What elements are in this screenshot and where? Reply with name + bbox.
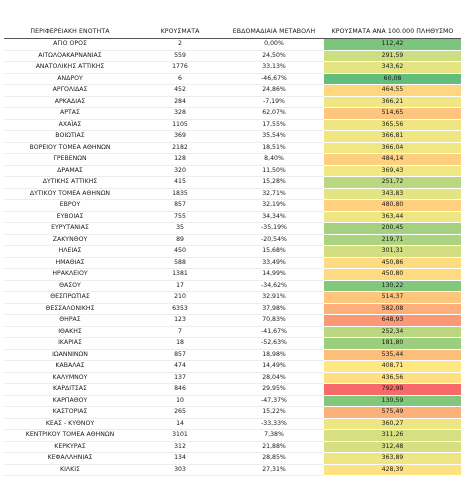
cases-per-100k-cell: 363,89 [324,453,461,465]
cases-per-100k-cell: 365,56 [324,119,461,131]
cases-cell: 1105 [136,119,224,131]
cases-per-100k-cell: 514,37 [324,292,461,304]
region-cell: ΑΓΙΟ ΟΡΟΣ [4,39,136,51]
table-row [4,441,461,453]
region-cell: ΒΟΡΕΙΟΥ ΤΟΜΕΑ ΑΘΗΝΩΝ [4,142,136,154]
cases-cell: 2 [136,39,224,51]
weekly-change-cell: -41,67% [224,326,324,338]
region-cell: ΑΡΚΑΔΙΑΣ [4,96,136,108]
cases-cell: 284 [136,96,224,108]
weekly-change-cell: -35,19% [224,223,324,235]
table-header-row [4,26,461,39]
cases-cell: 857 [136,349,224,361]
table-row [4,464,461,476]
weekly-change-cell: 15,28% [224,177,324,189]
table-row [4,303,461,315]
cases-per-100k-cell: 130,59 [324,395,461,407]
cases-per-100k-cell: 311,26 [324,430,461,442]
region-cell: ΔΡΑΜΑΣ [4,165,136,177]
region-cell: ΔΥΤΙΚΗΣ ΑΤΤΙΚΗΣ [4,177,136,189]
cases-per-100k-cell: 464,55 [324,85,461,97]
cases-per-100k-cell: 575,49 [324,407,461,419]
table-row [4,280,461,292]
table-row [4,188,461,200]
table-body [4,39,461,476]
weekly-change-cell: 17,55% [224,119,324,131]
table-row [4,234,461,246]
cases-per-100k-cell: 514,65 [324,108,461,120]
weekly-change-cell: 32,19% [224,200,324,212]
weekly-change-cell: 62,07% [224,108,324,120]
region-cell: ΘΕΣΣΑΛΟΝΙΚΗΣ [4,303,136,315]
table-row [4,292,461,304]
cases-per-100k-cell: 343,83 [324,188,461,200]
weekly-change-cell: -7,19% [224,96,324,108]
region-cell: ΙΚΑΡΙΑΣ [4,338,136,350]
cases-per-100k-cell: 792,99 [324,384,461,396]
cases-cell: 474 [136,361,224,373]
weekly-change-cell: 21,88% [224,441,324,453]
weekly-change-cell: 14,99% [224,269,324,281]
region-cell: ΚΕΑΣ - ΚΥΘΝΟΥ [4,418,136,430]
table-row [4,142,461,154]
region-cell: ΗΜΑΘΙΑΣ [4,257,136,269]
cases-cell: 755 [136,211,224,223]
cases-cell: 559 [136,50,224,62]
weekly-change-cell: 33,49% [224,257,324,269]
weekly-change-cell: -52,63% [224,338,324,350]
table-row [4,211,461,223]
cases-cell: 265 [136,407,224,419]
cases-per-100k-cell: 484,14 [324,154,461,166]
weekly-change-cell: 35,54% [224,131,324,143]
weekly-change-cell: 27,31% [224,464,324,476]
cases-per-100k-cell: 408,71 [324,361,461,373]
cases-per-100k-cell: 130,22 [324,280,461,292]
weekly-change-cell: 18,51% [224,142,324,154]
header-cases: ΚΡΟΥΣΜΑΤΑ [136,26,224,39]
table-row [4,246,461,258]
cases-cell: 846 [136,384,224,396]
weekly-change-cell: -20,54% [224,234,324,246]
cases-cell: 35 [136,223,224,235]
cases-cell: 320 [136,165,224,177]
table-row [4,315,461,327]
weekly-change-cell: 33,13% [224,62,324,74]
table-row [4,326,461,338]
table-row [4,85,461,97]
region-cell: ΚΑΡΔΙΤΣΑΣ [4,384,136,396]
region-cell: ΘΕΣΠΡΩΤΙΑΣ [4,292,136,304]
region-cell: ΚΙΛΚΙΣ [4,464,136,476]
cases-cell: 2182 [136,142,224,154]
cases-per-100k-cell: 312,48 [324,441,461,453]
cases-cell: 1776 [136,62,224,74]
region-cell: ΚΕΦΑΛΛΗΝΙΑΣ [4,453,136,465]
region-cell: ΑΝΔΡΟΥ [4,73,136,85]
weekly-change-cell: 37,98% [224,303,324,315]
weekly-change-cell: 32,91% [224,292,324,304]
cases-per-100k-cell: 363,44 [324,211,461,223]
region-cell: ΗΛΕΙΑΣ [4,246,136,258]
weekly-change-cell: 28,85% [224,453,324,465]
table-row [4,269,461,281]
region-cell: ΚΑΛΥΜΝΟΥ [4,372,136,384]
table-row [4,361,461,373]
region-cell: ΚΑΒΑΛΑΣ [4,361,136,373]
table-row [4,50,461,62]
cases-per-100k-cell: 480,80 [324,200,461,212]
cases-cell: 89 [136,234,224,246]
cases-per-100k-cell: 428,39 [324,464,461,476]
region-cell: ΚΑΣΤΟΡΙΑΣ [4,407,136,419]
cases-per-100k-cell: 436,56 [324,372,461,384]
cases-cell: 328 [136,108,224,120]
weekly-change-cell: -46,67% [224,73,324,85]
cases-per-100k-cell: 450,86 [324,257,461,269]
cases-cell: 10 [136,395,224,407]
table-row [4,407,461,419]
region-cell: ΕΒΡΟΥ [4,200,136,212]
cases-per-100k-cell: 450,80 [324,269,461,281]
table-row [4,418,461,430]
cases-cell: 1381 [136,269,224,281]
region-cell: ΑΧΑΪΑΣ [4,119,136,131]
cases-cell: 14 [136,418,224,430]
table-row [4,430,461,442]
weekly-change-cell: 24,50% [224,50,324,62]
weekly-change-cell: 0,00% [224,39,324,51]
weekly-change-cell: 15,68% [224,246,324,258]
cases-per-100k-cell: 369,43 [324,165,461,177]
cases-per-100k-cell: 366,04 [324,142,461,154]
table-row [4,257,461,269]
weekly-change-cell: 29,95% [224,384,324,396]
table-row [4,108,461,120]
cases-cell: 137 [136,372,224,384]
table-row [4,338,461,350]
cases-cell: 6 [136,73,224,85]
cases-per-100k-cell: 360,27 [324,418,461,430]
table-row [4,62,461,74]
cases-cell: 18 [136,338,224,350]
cases-cell: 415 [136,177,224,189]
table-row [4,154,461,166]
region-cell: ΘΗΡΑΣ [4,315,136,327]
table-row [4,384,461,396]
cases-cell: 7 [136,326,224,338]
weekly-change-cell: 7,38% [224,430,324,442]
region-cell: ΓΡΕΒΕΝΩΝ [4,154,136,166]
cases-per-100k-cell: 535,44 [324,349,461,361]
cases-cell: 123 [136,315,224,327]
cases-per-100k-cell: 301,31 [324,246,461,258]
cases-cell: 857 [136,200,224,212]
header-weekly-change: ΕΒΔΟΜΑΔΙΑΙΑ ΜΕΤΑΒΟΛΗ [224,26,324,39]
region-cell: ΕΥΡΥΤΑΝΙΑΣ [4,223,136,235]
region-cell: ΒΟΙΩΤΙΑΣ [4,131,136,143]
cases-cell: 128 [136,154,224,166]
region-cell: ΗΡΑΚΛΕΙΟΥ [4,269,136,281]
weekly-change-cell: 34,34% [224,211,324,223]
table-row [4,453,461,465]
table-row [4,96,461,108]
region-cell: ΘΑΣΟΥ [4,280,136,292]
weekly-change-cell: -47,37% [224,395,324,407]
cases-cell: 6353 [136,303,224,315]
table-row [4,165,461,177]
table-row [4,73,461,85]
cases-per-100k-cell: 252,34 [324,326,461,338]
cases-per-100k-cell: 366,81 [324,131,461,143]
weekly-change-cell: -33,33% [224,418,324,430]
region-cell: ΚΑΡΠΑΘΟΥ [4,395,136,407]
table-row [4,200,461,212]
header-cases-per-100k: ΚΡΟΥΣΜΑΤΑ ΑΝΑ 100.000 ΠΛΗΘΥΣΜΟ [324,26,461,39]
cases-per-100k-cell: 648,93 [324,315,461,327]
table-row [4,131,461,143]
region-cell: ΚΕΡΚΥΡΑΣ [4,441,136,453]
weekly-change-cell: 11,50% [224,165,324,177]
table-row [4,39,461,51]
weekly-change-cell: 70,83% [224,315,324,327]
cases-per-100k-cell: 251,72 [324,177,461,189]
region-cell: ΚΕΝΤΡΙΚΟΥ ΤΟΜΕΑ ΑΘΗΝΩΝ [4,430,136,442]
cases-per-100k-cell: 582,08 [324,303,461,315]
region-cell: ΕΥΒΟΙΑΣ [4,211,136,223]
cases-cell: 17 [136,280,224,292]
weekly-change-cell: -34,62% [224,280,324,292]
weekly-change-cell: 8,40% [224,154,324,166]
cases-per-100k-cell: 181,80 [324,338,461,350]
cases-per-100k-cell: 112,42 [324,39,461,51]
cases-cell: 369 [136,131,224,143]
table-row [4,372,461,384]
table-row [4,223,461,235]
region-cell: ΑΙΤΩΛΟΑΚΑΡΝΑΝΙΑΣ [4,50,136,62]
cases-cell: 134 [136,453,224,465]
table-row [4,119,461,131]
region-cell: ΙΩΑΝΝΙΝΩΝ [4,349,136,361]
table-row [4,349,461,361]
cases-per-100k-cell: 366,21 [324,96,461,108]
region-cell: ΖΑΚΥΝΘΟΥ [4,234,136,246]
region-cell: ΑΝΑΤΟΛΙΚΗΣ ΑΤΤΙΚΗΣ [4,62,136,74]
cases-cell: 3101 [136,430,224,442]
cases-cell: 588 [136,257,224,269]
cases-per-100k-cell: 60,08 [324,73,461,85]
cases-cell: 312 [136,441,224,453]
table-row [4,177,461,189]
cases-cell: 1835 [136,188,224,200]
weekly-change-cell: 14,49% [224,361,324,373]
cases-cell: 450 [136,246,224,258]
cases-cell: 452 [136,85,224,97]
table-row [4,395,461,407]
weekly-change-cell: 15,22% [224,407,324,419]
cases-per-100k-cell: 200,45 [324,223,461,235]
weekly-change-cell: 32,71% [224,188,324,200]
region-cell: ΔΥΤΙΚΟΥ ΤΟΜΕΑ ΑΘΗΝΩΝ [4,188,136,200]
cases-cell: 210 [136,292,224,304]
region-cell: ΑΡΓΟΛΙΔΑΣ [4,85,136,97]
region-cell: ΑΡΤΑΣ [4,108,136,120]
cases-per-100k-cell: 291,59 [324,50,461,62]
weekly-change-cell: 28,04% [224,372,324,384]
regional-cases-table [4,26,461,476]
cases-per-100k-cell: 343,62 [324,62,461,74]
cases-per-100k-cell: 219,71 [324,234,461,246]
weekly-change-cell: 18,98% [224,349,324,361]
region-cell: ΙΘΑΚΗΣ [4,326,136,338]
header-region: ΠΕΡΙΦΕΡΕΙΑΚΗ ΕΝΟΤΗΤΑ [4,26,136,39]
cases-cell: 303 [136,464,224,476]
weekly-change-cell: 24,86% [224,85,324,97]
